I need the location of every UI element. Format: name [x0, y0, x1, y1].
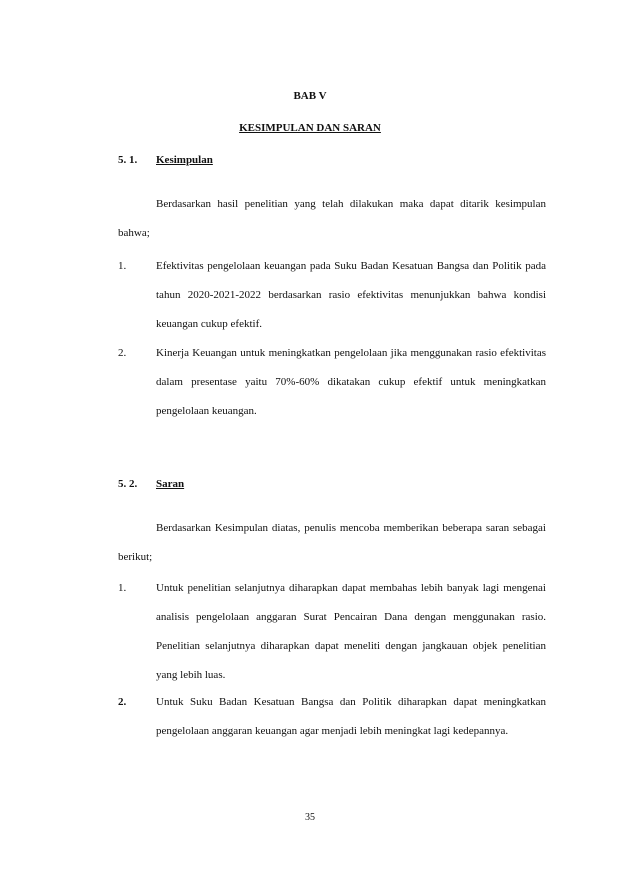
list-item-number: 2. [118, 347, 127, 359]
section-number: 5. 2. [118, 478, 138, 490]
list-item-number: 1. [118, 260, 127, 272]
chapter-title: KESIMPULAN DAN SARAN [239, 122, 381, 134]
list-item [118, 688, 546, 746]
section2-intro-paragraph [118, 514, 546, 572]
section-title: Kesimpulan [156, 154, 213, 166]
section-title: Saran [156, 478, 185, 490]
section1-intro-text: Berdasarkan hasil penelitian yang telah dilakukan maka dapat ditarik kesimpulan bahwa; [118, 198, 546, 239]
list-item-text: Untuk Suku Badan Kesatuan Bangsa dan Politik diharapkan dapat meningkatkan pengelolaan anggaran keuangan agar menjadi lebih meningkat lagi kedepannya. [156, 696, 546, 737]
list-item-number: 1. [118, 582, 127, 594]
section-number: 5. 1. [118, 154, 138, 166]
section2-intro-text: Berdasarkan Kesimpulan diatas, penulis mencoba memberikan beberapa saran sebagai berikut; [118, 522, 546, 563]
page-number: 35 [305, 812, 315, 823]
list-item-text: Untuk penelitian selanjutnya diharapkan dapat membahas lebih banyak lagi mengenai analisis pengelolaan anggaran Surat Pencairan Dana dengan menggunakan rasio. Penelitian selanjutnya diharapkan dapat meneliti dengan jangkauan objek penelitian yang lebih luas. [156, 582, 546, 681]
section-heading-kesimpulan [118, 154, 213, 166]
list-item [118, 252, 546, 339]
section1-intro-paragraph [118, 190, 546, 248]
section-heading-saran [118, 478, 184, 490]
list-item [118, 574, 546, 690]
list-item [118, 339, 546, 426]
list-item-number: 2. [118, 696, 127, 708]
chapter-label: BAB V [293, 90, 327, 102]
list-item-text: Kinerja Keuangan untuk meningkatkan pengelolaan jika menggunakan rasio efektivitas dalam presentase yaitu 70%-60% dikatakan cukup efektif untuk meningkatkan pengelolaan keuangan. [156, 347, 546, 417]
list-item-text: Efektivitas pengelolaan keuangan pada Suku Badan Kesatuan Bangsa dan Politik pada tahun 2020-2021-2022 berdasarkan rasio efektivitas menunjukkan bahwa kondisi keuangan cukup efektif. [156, 260, 546, 330]
